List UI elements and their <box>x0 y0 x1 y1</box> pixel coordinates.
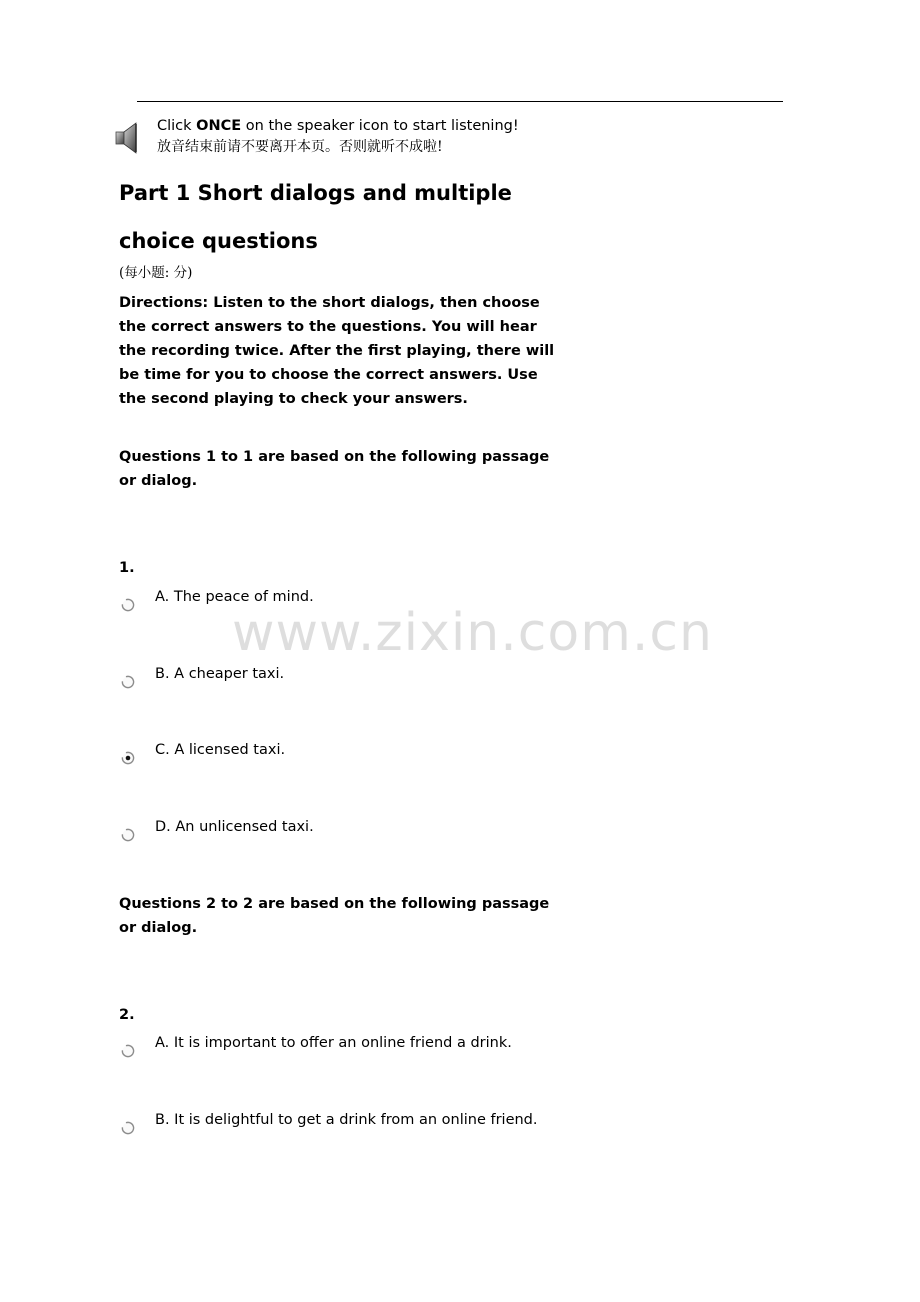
top-divider <box>137 101 783 102</box>
option-d[interactable] <box>119 817 679 847</box>
option-a[interactable] <box>119 1033 679 1063</box>
option-label: D. An unlicensed taxi. <box>155 819 314 835</box>
option-label: A. The peace of mind. <box>155 589 314 605</box>
intro-line-en <box>157 116 519 137</box>
radio-unchecked-icon[interactable] <box>121 1121 135 1135</box>
watermark: www.zixin.com.cn <box>232 603 713 663</box>
score-note: (每小题: 分) <box>119 265 193 281</box>
option-b[interactable] <box>119 664 679 694</box>
option-a[interactable] <box>119 587 679 617</box>
intro-emphasis: ONCE <box>196 118 242 134</box>
question-number: 2. <box>119 1007 135 1023</box>
intro-line-cn: 放音结束前请不要离开本页。否则就听不成啦! <box>157 139 443 155</box>
part-title: Part 1 Short dialogs and multiple choice questions <box>119 181 512 253</box>
radio-unchecked-icon[interactable] <box>121 598 135 612</box>
listening-instructions <box>157 116 519 158</box>
radio-unchecked-icon[interactable] <box>121 828 135 842</box>
question-number: 1. <box>119 560 135 576</box>
speaker-icon[interactable] <box>114 121 140 155</box>
question-group-title: Questions 1 to 1 are based on the following passage or dialog. <box>119 449 550 489</box>
question-group-title: Questions 2 to 2 are based on the following passage or dialog. <box>119 896 550 936</box>
option-c[interactable] <box>119 740 679 770</box>
option-label: B. It is delightful to get a drink from an online friend. <box>155 1112 538 1128</box>
radio-unchecked-icon[interactable] <box>121 1044 135 1058</box>
intro-suffix: on the speaker icon to start listening! <box>241 118 519 134</box>
option-label: C. A licensed taxi. <box>155 742 286 758</box>
option-b[interactable] <box>119 1110 679 1140</box>
option-label: B. A cheaper taxi. <box>155 666 285 682</box>
option-label: A. It is important to offer an online friend a drink. <box>155 1035 512 1051</box>
intro-prefix: Click <box>157 118 197 134</box>
radio-unchecked-icon[interactable] <box>121 675 135 689</box>
directions: Directions: Listen to the short dialogs, then choose the correct answers to the questions. You will hear the recording twice. After the first playing, there will be time for you to choose the correct answers. Use the second playing to check your answers. <box>119 295 555 407</box>
radio-checked-icon[interactable] <box>121 751 135 765</box>
